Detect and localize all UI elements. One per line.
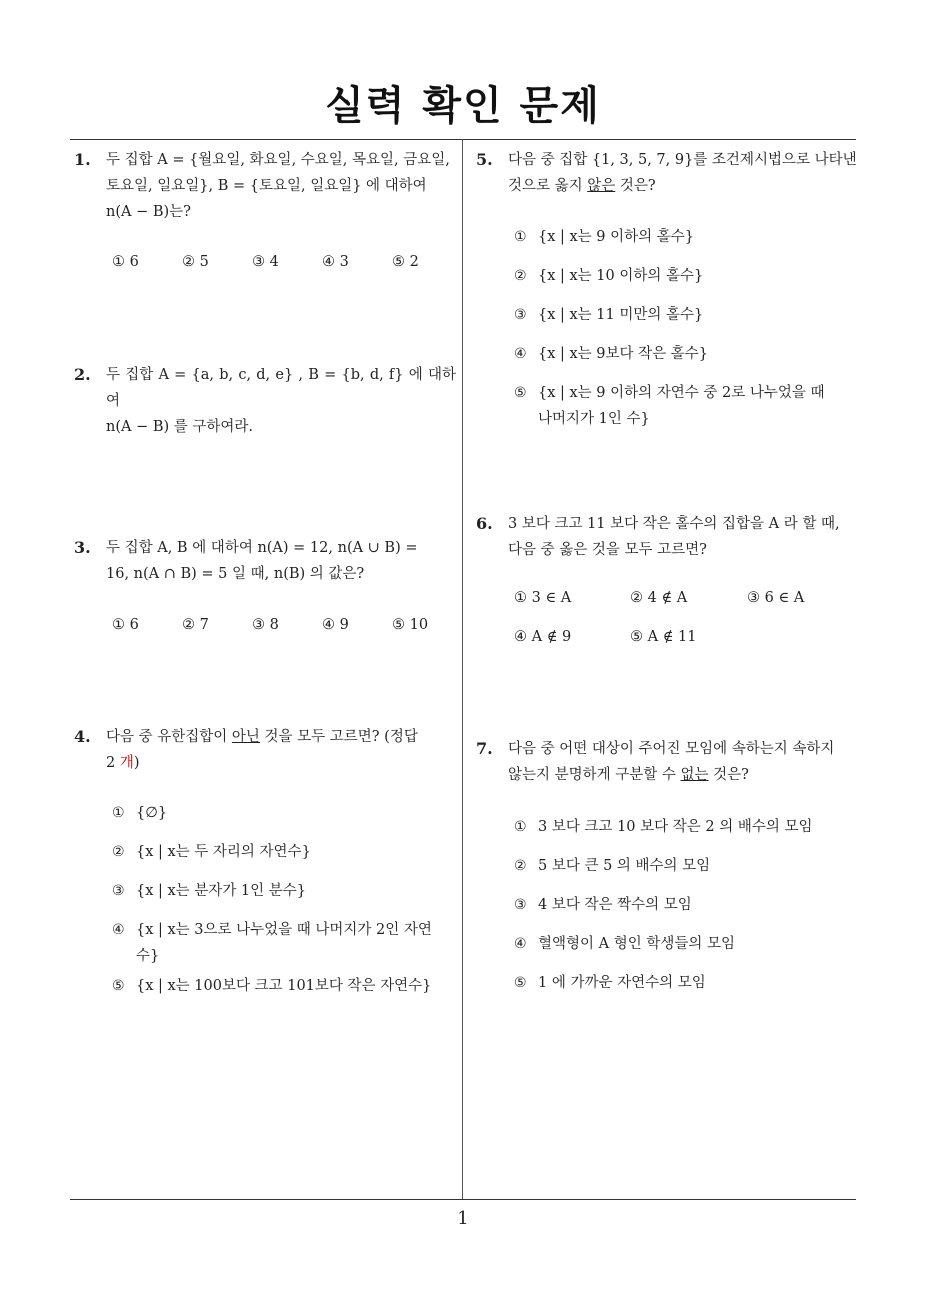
choice-text: 혈액형이 A 형인 학생들의 모임 bbox=[538, 936, 735, 952]
choice-mark: ⑤ bbox=[514, 385, 527, 401]
stem-line: 3 보다 크고 11 보다 작은 홀수의 집합을 A 라 할 때, bbox=[508, 516, 840, 532]
choice-3[interactable] bbox=[514, 302, 858, 328]
choice-mark: ③ bbox=[514, 897, 527, 913]
choice-3[interactable]: ③ 8 bbox=[252, 617, 279, 633]
choice-1[interactable] bbox=[514, 224, 858, 250]
choice-text: {x | x는 분자가 1인 분수} bbox=[136, 883, 307, 899]
stem-text: 것은? bbox=[615, 178, 656, 194]
underlined-word: 아닌 bbox=[231, 729, 260, 745]
question-stem bbox=[106, 147, 456, 225]
answer-choices bbox=[112, 612, 462, 638]
question-stem bbox=[106, 724, 456, 776]
stem-text: ) bbox=[133, 755, 140, 771]
stem-line bbox=[508, 173, 858, 199]
choice-mark: ③ bbox=[112, 883, 125, 899]
stem-line: n(A − B) 를 구하여라. bbox=[106, 419, 254, 435]
choice-text: {x | x는 100보다 크고 101보다 작은 자연수} bbox=[136, 978, 432, 994]
choice-5[interactable]: ⑤ 10 bbox=[392, 617, 429, 633]
choice-text: 3 보다 크고 10 보다 작은 2 의 배수의 모임 bbox=[538, 819, 813, 835]
stem-line bbox=[106, 750, 456, 776]
column-divider bbox=[462, 139, 463, 1200]
stem-text: 다음 중 유한집합이 bbox=[106, 729, 232, 745]
highlighted-word: 개 bbox=[119, 755, 134, 771]
choice-mark: ⑤ bbox=[514, 975, 527, 991]
choice-1[interactable] bbox=[112, 800, 456, 826]
choice-3[interactable] bbox=[112, 878, 456, 904]
choice-3[interactable]: ③ 6 ∈ A bbox=[747, 590, 805, 606]
stem-line: 다음 중 옳은 것을 모두 고르면? bbox=[508, 542, 707, 558]
choice-mark: ② bbox=[112, 844, 125, 860]
choice-text bbox=[136, 917, 432, 969]
question-stem bbox=[508, 147, 858, 199]
choice-mark: ① bbox=[112, 805, 125, 821]
stem-line: n(A − B)는? bbox=[106, 204, 191, 220]
choice-5[interactable]: ⑤ 2 bbox=[392, 254, 419, 270]
question-number: 1. bbox=[74, 150, 91, 169]
stem-line: 두 집합 A = {월요일, 화요일, 수요일, 목요일, 금요일, bbox=[106, 152, 450, 168]
choice-mark: ② bbox=[514, 858, 527, 874]
stem-line: 두 집합 A, B 에 대하여 n(A) = 12, n(A ∪ B) = bbox=[106, 540, 418, 556]
question-stem bbox=[508, 511, 858, 563]
choice-text: {x | x는 9보다 작은 홀수} bbox=[538, 346, 709, 362]
question-number: 6. bbox=[476, 514, 493, 533]
choice-4[interactable] bbox=[514, 341, 858, 367]
question-7 bbox=[476, 736, 858, 996]
question-number: 2. bbox=[74, 365, 91, 384]
choice-mark: ⑤ bbox=[112, 978, 125, 994]
choice-text: 4 보다 작은 짝수의 모임 bbox=[538, 897, 692, 913]
question-4 bbox=[74, 724, 456, 1004]
choice-mark: ④ bbox=[112, 922, 125, 938]
underlined-word: 않은 bbox=[587, 178, 616, 194]
underlined-word: 없는 bbox=[680, 767, 709, 783]
bottom-rule bbox=[70, 1199, 856, 1200]
choice-2[interactable]: ② 7 bbox=[182, 617, 209, 633]
choice-1[interactable]: ① 6 bbox=[112, 254, 139, 270]
stem-line bbox=[106, 724, 456, 750]
choice-text: 1 에 가까운 자연수의 모임 bbox=[538, 975, 706, 991]
question-1 bbox=[74, 147, 456, 287]
choice-text: {x | x는 11 미만의 홀수} bbox=[538, 307, 704, 323]
choice-text: 5 보다 큰 5 의 배수의 모임 bbox=[538, 858, 711, 874]
question-number: 5. bbox=[476, 150, 493, 169]
stem-text: 것을 모두 고르면? (정답 bbox=[259, 729, 418, 745]
choice-text: {∅} bbox=[136, 805, 168, 821]
stem-text: 2 bbox=[106, 755, 120, 771]
choice-3[interactable] bbox=[514, 892, 858, 918]
stem-line: 다음 중 집합 {1, 3, 5, 7, 9}를 조건제시법으로 나타낸 bbox=[508, 152, 857, 168]
question-6 bbox=[476, 511, 858, 651]
stem-text: 것으로 옳지 bbox=[508, 178, 588, 194]
question-number: 3. bbox=[74, 538, 91, 557]
stem-text: 않는지 분명하게 구분할 수 bbox=[508, 767, 681, 783]
choice-4[interactable]: ④ 9 bbox=[322, 617, 349, 633]
choice-4[interactable]: ④ 3 bbox=[322, 254, 349, 270]
choice-2[interactable] bbox=[514, 263, 858, 289]
choice-mark: ④ bbox=[514, 936, 527, 952]
stem-text: 것은? bbox=[708, 767, 749, 783]
choice-2[interactable]: ② 4 ∉ A bbox=[630, 590, 688, 606]
choice-text bbox=[538, 380, 825, 432]
choice-2[interactable] bbox=[112, 839, 456, 865]
answer-choices bbox=[514, 224, 858, 432]
choice-3[interactable]: ③ 4 bbox=[252, 254, 279, 270]
choice-1[interactable] bbox=[514, 814, 858, 840]
question-stem bbox=[106, 362, 456, 440]
choice-mark: ① bbox=[514, 229, 527, 245]
question-number: 7. bbox=[476, 739, 493, 758]
question-number: 4. bbox=[74, 727, 91, 746]
stem-line: 16, n(A ∩ B) = 5 일 때, n(B) 의 값은? bbox=[106, 566, 365, 582]
choice-4[interactable] bbox=[112, 917, 456, 969]
choice-mark: ③ bbox=[514, 307, 527, 323]
choice-5[interactable] bbox=[514, 380, 858, 432]
question-2 bbox=[74, 362, 456, 435]
choice-mark: ④ bbox=[514, 346, 527, 362]
choice-2[interactable] bbox=[514, 853, 858, 879]
choice-5[interactable] bbox=[112, 973, 456, 999]
choice-1[interactable]: ① 6 bbox=[112, 617, 139, 633]
stem-line: 두 집합 A = {a, b, c, d, e} , B = {b, d, f} 에 대하여 bbox=[106, 367, 456, 409]
choice-5[interactable]: ⑤ A ∉ 11 bbox=[630, 629, 697, 645]
choice-mark: ① bbox=[514, 819, 527, 835]
choice-1[interactable]: ① 3 ∈ A bbox=[514, 590, 572, 606]
choice-text-line: {x | x는 3으로 나누었을 때 나머지가 2인 자연 bbox=[136, 922, 432, 938]
answer-choices bbox=[112, 249, 462, 275]
page-number: 1 bbox=[457, 1208, 469, 1229]
stem-line bbox=[508, 762, 858, 788]
answer-choices bbox=[514, 585, 874, 651]
answer-choices bbox=[112, 800, 456, 999]
stem-line: 다음 중 어떤 대상이 주어진 모임에 속하는지 속하지 bbox=[508, 741, 835, 757]
answer-choices bbox=[514, 814, 858, 996]
choice-text-line: 나머지가 1인 수} bbox=[538, 411, 650, 427]
page-title: 실력 확인 문제 bbox=[325, 83, 601, 129]
choice-text: {x | x는 9 이하의 홀수} bbox=[538, 229, 695, 245]
choice-4[interactable]: ④ A ∉ 9 bbox=[514, 629, 572, 645]
question-3 bbox=[74, 535, 456, 645]
question-5 bbox=[476, 147, 858, 437]
stem-line: 토요일, 일요일}, B = {토요일, 일요일} 에 대하여 bbox=[106, 178, 427, 194]
choice-5[interactable] bbox=[514, 970, 858, 996]
choice-text-line: {x | x는 9 이하의 자연수 중 2로 나누었을 때 bbox=[538, 385, 825, 401]
choice-4[interactable] bbox=[514, 931, 858, 957]
choice-text: {x | x는 10 이하의 홀수} bbox=[538, 268, 704, 284]
choice-2[interactable]: ② 5 bbox=[182, 254, 209, 270]
choice-mark: ② bbox=[514, 268, 527, 284]
choice-text-line: 수} bbox=[136, 948, 160, 964]
question-stem bbox=[508, 736, 858, 788]
top-rule bbox=[70, 139, 856, 140]
choice-text: {x | x는 두 자리의 자연수} bbox=[136, 844, 311, 860]
question-stem bbox=[106, 535, 456, 587]
